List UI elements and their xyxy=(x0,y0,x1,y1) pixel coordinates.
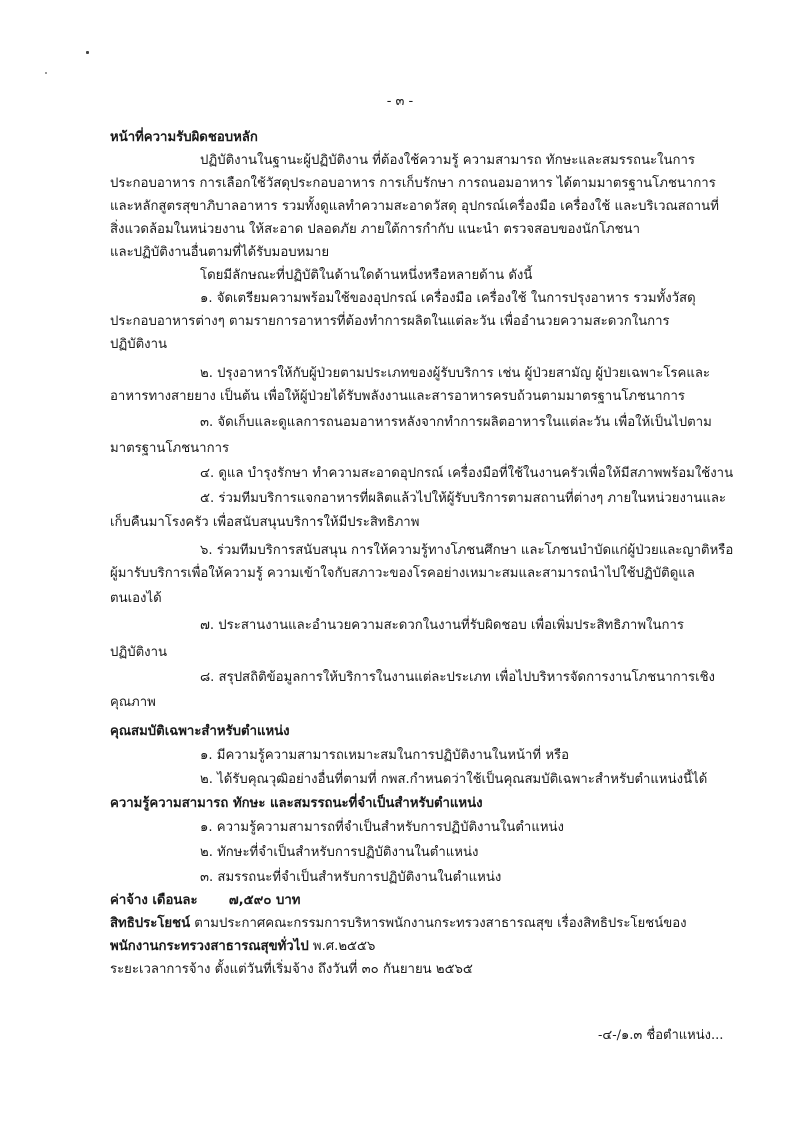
qualification-item: ๒. ได้รับคุณวุฒิอย่างอื่นที่ตามที่ กพส.กำหนดว่าใช้เป็นคุณสมบัติเฉพาะสำหรับตำแหน่งนี้ได้ xyxy=(200,772,708,787)
scan-speck xyxy=(45,72,47,74)
duty-item-1-cont: ประกอบอาหารต่างๆ ตามรายการอาหารที่ต้องทำการผลิตในแต่ละวัน เพื่ออำนวยความสะดวกในการ xyxy=(110,314,670,329)
duty-item-1: ๑. จัดเตรียมความพร้อมใช้ของอุปกรณ์ เครื่องมือ เครื่องใช้ ในการปรุงอาหาร รวมทั้งวัสดุ xyxy=(200,291,696,306)
benefits-line-2 xyxy=(110,937,375,957)
duty-item-5: ๕. ร่วมทีมบริการแจกอาหารที่ผลิตแล้วไปให้ผู้รับบริการตามสถานที่ต่างๆ ภายในหน่วยงานและ xyxy=(200,491,727,506)
duty-item-1-cont: ปฏิบัติงาน xyxy=(110,337,168,352)
employment-period: ระยะเวลาการจ้าง ตั้งแต่วันที่เริ่มจ้าง ถึงวันที่ ๓๐ กันยายน ๒๕๖๕ xyxy=(110,962,473,977)
duty-item-8: ๘. สรุปสถิติข้อมูลการให้บริการในงานแต่ละประเภท เพื่อไปบริหารจัดการงานโภชนาการเชิง xyxy=(200,670,715,685)
duty-item-4: ๔. ดูแล บำรุงรักษา ทำความสะอาดอุปกรณ์ เครื่องมือที่ใช้ในงานครัวเพื่อให้มีสภาพพร้อมใช้งาน xyxy=(200,466,734,481)
salary-row xyxy=(110,891,300,911)
duty-item-3-cont: มาตรฐานโภชนาการ xyxy=(110,441,230,456)
scan-speck xyxy=(86,51,89,54)
benefits-text: ตามประกาศคณะกรรมการบริหารพนักงานกระทรวงสาธารณสุข เรื่องสิทธิประโยชน์ของ xyxy=(190,916,687,931)
continuation-marker: -๔-/๑.๓ ชื่อตำแหน่ง... xyxy=(598,1028,724,1043)
duty-item-7-cont: ปฏิบัติงาน xyxy=(110,645,168,660)
duty-item-6: ๖. ร่วมทีมบริการสนับสนุน การให้ความรู้ทางโภชนศึกษา และโภชนบำบัดแก่ผู้ป่วยและญาติหรือ xyxy=(200,543,734,558)
salary-label: ค่าจ้าง เดือนละ xyxy=(110,893,198,908)
duty-item-8-cont: คุณภาพ xyxy=(110,695,156,710)
duties-intro-line: และปฏิบัติงานอื่นตามที่ได้รับมอบหมาย xyxy=(110,245,330,260)
competency-item: ๓. สมรรถนะที่จำเป็นสำหรับการปฏิบัติงานในตำแหน่ง xyxy=(200,870,502,885)
salary-amount: ๗,๕๙๐ บาท xyxy=(228,893,301,908)
benefits-line2-bold: พนักงานกระทรวงสาธารณสุขทั่วไป xyxy=(110,939,309,954)
page-number: - ๓ - xyxy=(386,94,414,109)
duty-item-7: ๗. ประสานงานและอำนวยความสะดวกในงานที่รับผิดชอบ เพื่อเพิ่มประสิทธิภาพในการ xyxy=(200,618,684,633)
duties-scope: โดยมีลักษณะที่ปฏิบัติในด้านใดด้านหนึ่งหรือหลายด้าน ดังนี้ xyxy=(200,268,533,283)
duty-item-2: ๒. ปรุงอาหารให้กับผู้ป่วยตามประเภทของผู้รับบริการ เช่น ผู้ป่วยสามัญ ผู้ป่วยเฉพาะโรคและ xyxy=(200,366,710,381)
benefits-line2-rest: พ.ศ.๒๕๕๖ xyxy=(308,939,376,954)
duty-item-3: ๓. จัดเก็บและดูแลการถนอมอาหารหลังจากทำการผลิตอาหารในแต่ละวัน เพื่อให้เป็นไปตาม xyxy=(200,415,712,430)
duties-intro-line: ปฏิบัติงานในฐานะผู้ปฏิบัติงาน ที่ต้องใช้ความรู้ ความสามารถ ทักษะและสมรรถนะในการ xyxy=(200,153,695,168)
duties-intro-line: สิ่งแวดล้อมในหน่วยงาน ให้สะอาด ปลอดภัย ภายใต้การกำกับ แนะนำ ตรวจสอบของนักโภชนา xyxy=(110,222,640,237)
benefits-label: สิทธิประโยชน์ xyxy=(110,916,191,931)
duties-heading: หน้าที่ความรับผิดชอบหลัก xyxy=(110,130,258,145)
competency-item: ๑. ความรู้ความสามารถที่จำเป็นสำหรับการปฏิบัติงานในตำแหน่ง xyxy=(200,820,564,835)
competencies-heading: ความรู้ความสามารถ ทักษะ และสมรรถนะที่จำเป็นสำหรับตำแหน่ง xyxy=(110,796,483,811)
duties-intro-line: และหลักสูตรสุขาภิบาลอาหาร รวมทั้งดูแลทำความสะอาดวัสดุ อุปกรณ์เครื่องมือ เครื่องใช้ และบริเวณสถานที่ xyxy=(110,199,719,214)
duties-intro-line: ประกอบอาหาร การเลือกใช้วัสดุประกอบอาหาร การเก็บรักษา การถนอมอาหาร ได้ตามมาตรฐานโภชนาการ xyxy=(110,176,716,191)
benefits-line-1 xyxy=(110,914,687,934)
competency-item: ๒. ทักษะที่จำเป็นสำหรับการปฏิบัติงานในตำแหน่ง xyxy=(200,845,479,860)
qualification-item: ๑. มีความรู้ความสามารถเหมาะสมในการปฏิบัติงานในหน้าที่ หรือ xyxy=(200,748,570,763)
duty-item-6-cont: ตนเองได้ xyxy=(110,591,162,606)
duty-item-2-cont: อาหารทางสายยาง เป็นต้น เพื่อให้ผู้ป่วยได้รับพลังงานและสารอาหารครบถ้วนตามมาตรฐานโภชนาการ xyxy=(110,389,685,404)
duty-item-5-cont: เก็บคืนมาโรงครัว เพื่อสนับสนุนบริการให้มีประสิทธิภาพ xyxy=(110,515,420,530)
duty-item-6-cont: ผู้มารับบริการเพื่อให้ความรู้ ความเข้าใจกับสภาวะของโรคอย่างเหมาะสมและสามารถนำไปใช้ปฏิบัติดูแล xyxy=(110,566,695,581)
qualifications-heading: คุณสมบัติเฉพาะสำหรับตำแหน่ง xyxy=(110,724,290,739)
